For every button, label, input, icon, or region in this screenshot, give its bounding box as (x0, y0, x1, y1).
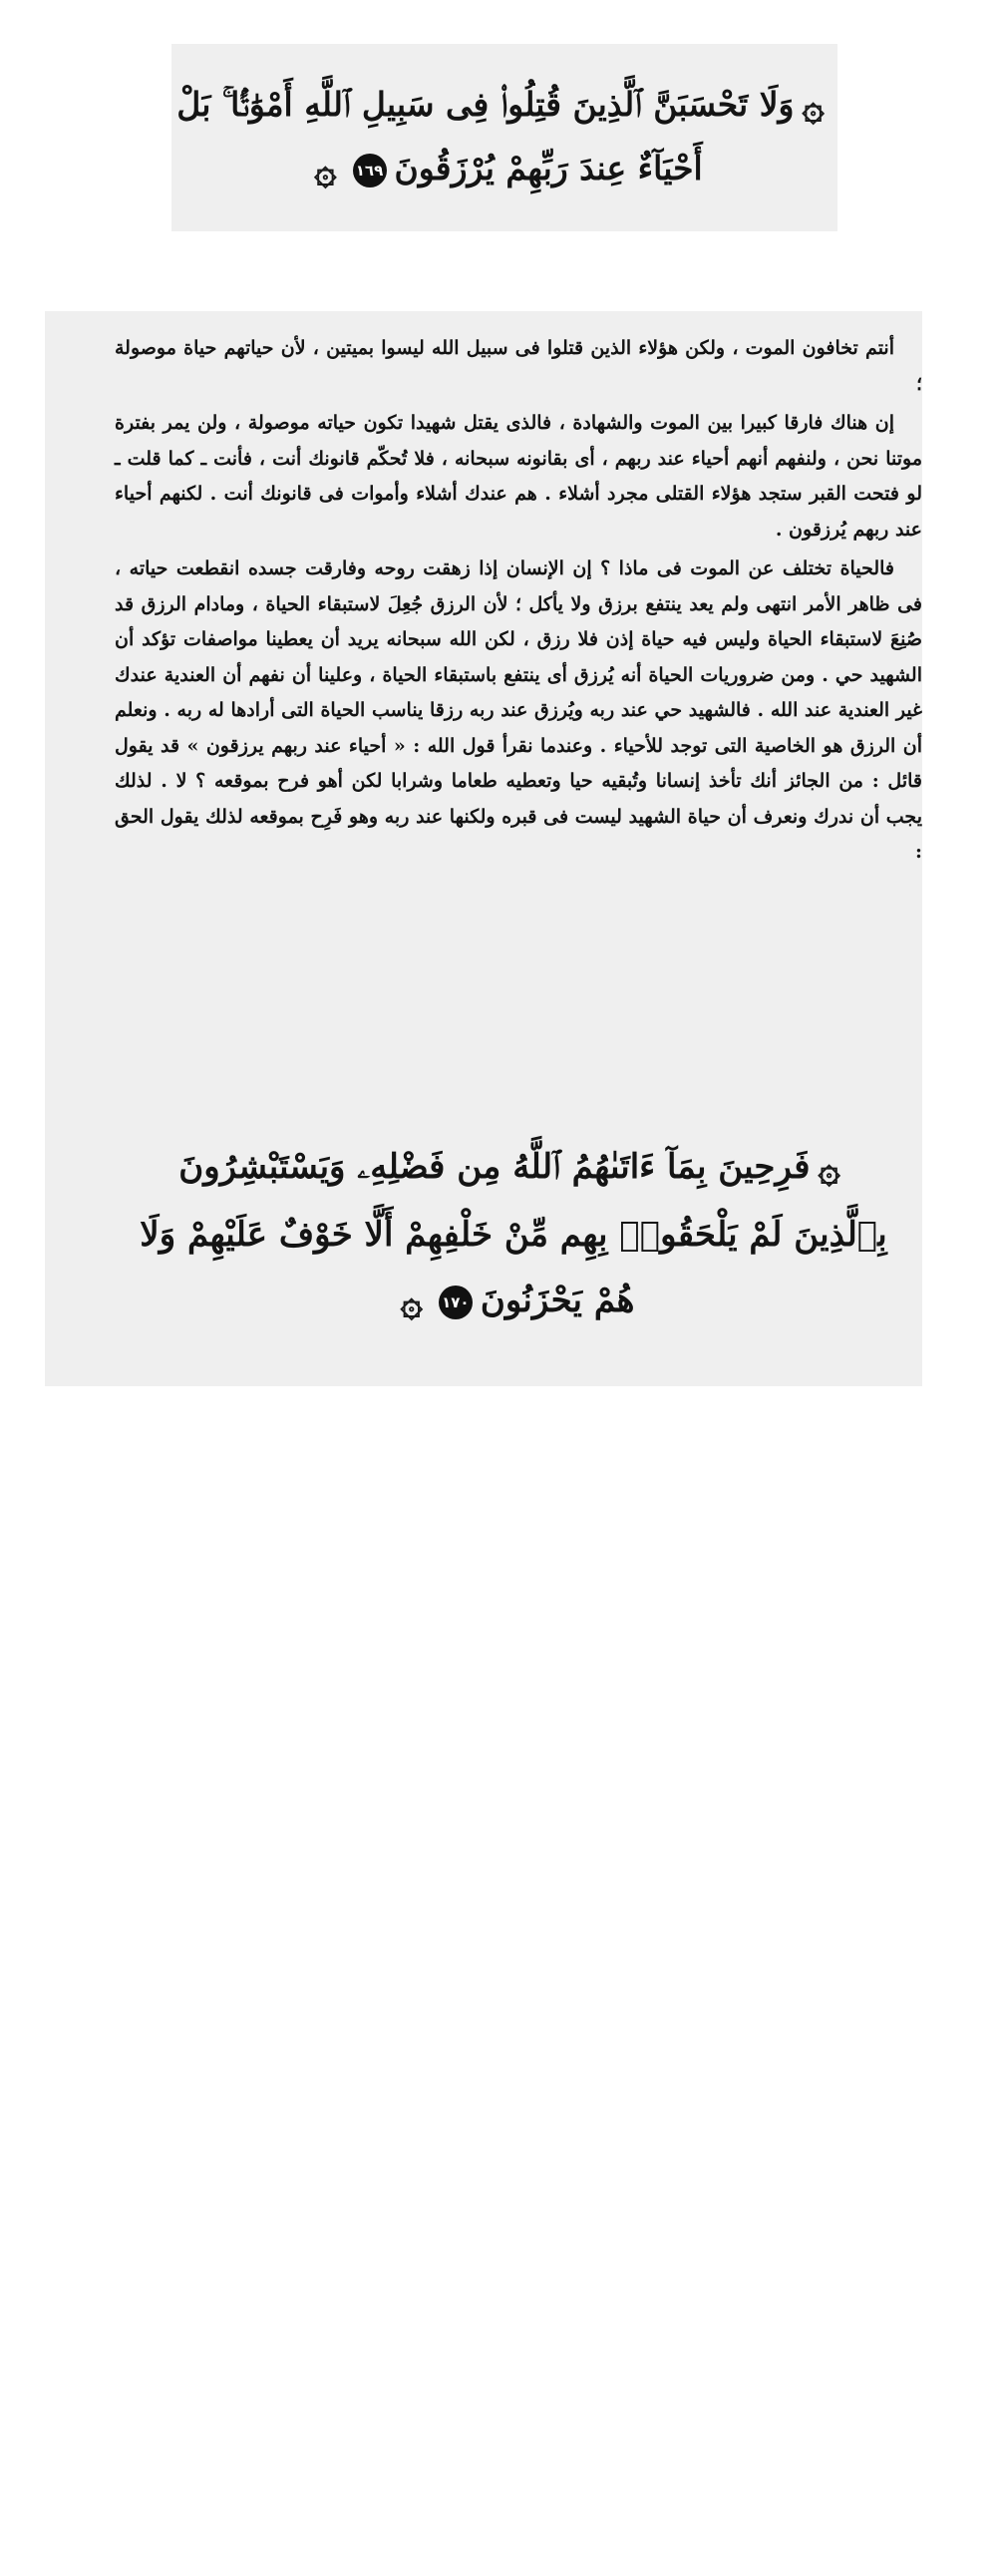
verse-bottom-line-1 (125, 1134, 902, 1202)
verse-bottom-line-3 (125, 1268, 902, 1335)
verse-top-text-1: وَلَا تَحْسَبَنَّ ٱلَّذِينَ قُتِلُوا۟ فِى سَبِيلِ ٱللَّهِ أَمْوَٰتًۢا ۚ بَلْ (176, 85, 795, 124)
verse-bottom-line-2 (125, 1202, 902, 1268)
page-scan (45, 311, 922, 1386)
ornament-icon: ۞ (818, 1146, 840, 1191)
verse-block-bottom (125, 1124, 902, 1363)
verse-bottom-text-1: فَرِحِينَ بِمَآ ءَاتَىٰهُمُ ٱللَّهُ مِن فَضْلِهِۦ وَيَسْتَبْشِرُونَ (178, 1147, 811, 1187)
ornament-icon: ۞ (802, 84, 825, 129)
ornament-icon: ۞ (400, 1280, 423, 1324)
paragraph: فالحياة تختلف عن الموت فى ماذا ؟ إن الإنسان إذا زهقت روحه وفارقت جسده انقطعت حياته ، فى ظاهر الأمر انتهى ولم يعد ينتفع برزق ولا يأكل ؛ لأن الرزق جُعِلَ لاستبقاء الحياة ، ومادام الرزق قد صُنِعَ لاستبقاء الحياة وليس فيه حياة إذن فلا رزق ، لكن الله سبحانه يريد أن يعطينا مواصفات تؤكد أن الشهيد حي . ومن ضروريات الحياة أنه يُرزق أى ينتفع باستبقاء الحياة ، وعلينا أن نفهم أن العندية عندك غير العندية عند الله . فالشهيد حي عند ربه ويُرزق عند ربه رزقا يناسب الحياة التى أرادها له ربه . ونعلم أن الرزق هو الخاصية التى توجد للأحياء . وعندما نقرأ قول الله : « أحياء عند ربهم يرزقون » قد يقول قائل : من الجائز أنك تأخذ إنسانا وتُبقيه حيا وتعطيه طعاما وشرابا لكن أهو فرح بموقعه ؟ لا . لذلك يجب أن ندرك ونعرف أن حياة الشهيد ليست فى قبره ولكنها عند ربه وهو فَرِح بموقعه لذلك يقول الحق : (115, 557, 922, 863)
paragraph: إن هناك فارقا كبيرا بين الموت والشهادة ، فالذى يقتل شهيدا تكون حياته موصولة ، ولن يمر بفترة موتنا نحن ، ولنفهم أنهم أحياء عند ربهم ، أى بقانونه سبحانه ، فلا تُحكّم قانونك أنت ، فأنت ـ كما قلت ـ لو فتحت القبر ستجد هؤلاء القتلى مجرد أشلاء . هم عندك أشلاء وأموات فى قانونك أنت . لكنهم أحياء عند ربهم يُرزقون . (115, 412, 922, 541)
verse-bottom-text-3: هُمْ يَحْزَنُونَ (480, 1281, 635, 1320)
verse-top-line-1 (171, 74, 837, 138)
ornament-icon: ۞ (314, 148, 337, 192)
commentary-text (115, 331, 922, 875)
verse-top-text-2: أَحْيَآءٌ عِندَ رَبِّهِمْ يُرْزَقُونَ (394, 149, 703, 187)
verse-bottom-text-2: بِٱلَّذِينَ لَمْ يَلْحَقُوا۟ بِهِم مِّنْ خَلْفِهِمْ أَلَّا خَوْفٌ عَلَيْهِمْ وَلَا (140, 1215, 887, 1255)
verse-top-line-2 (171, 138, 837, 201)
verse-number-badge: ١٦٩ (353, 154, 387, 187)
paragraph: أنتم تخافون الموت ، ولكن هؤلاء الذين قتلوا فى سبيل الله ليسوا بميتين ، لأن حياتهم حياة موصولة ؛ (115, 337, 922, 395)
verse-block-top (171, 44, 837, 231)
verse-number-badge: ١٧٠ (439, 1286, 473, 1319)
